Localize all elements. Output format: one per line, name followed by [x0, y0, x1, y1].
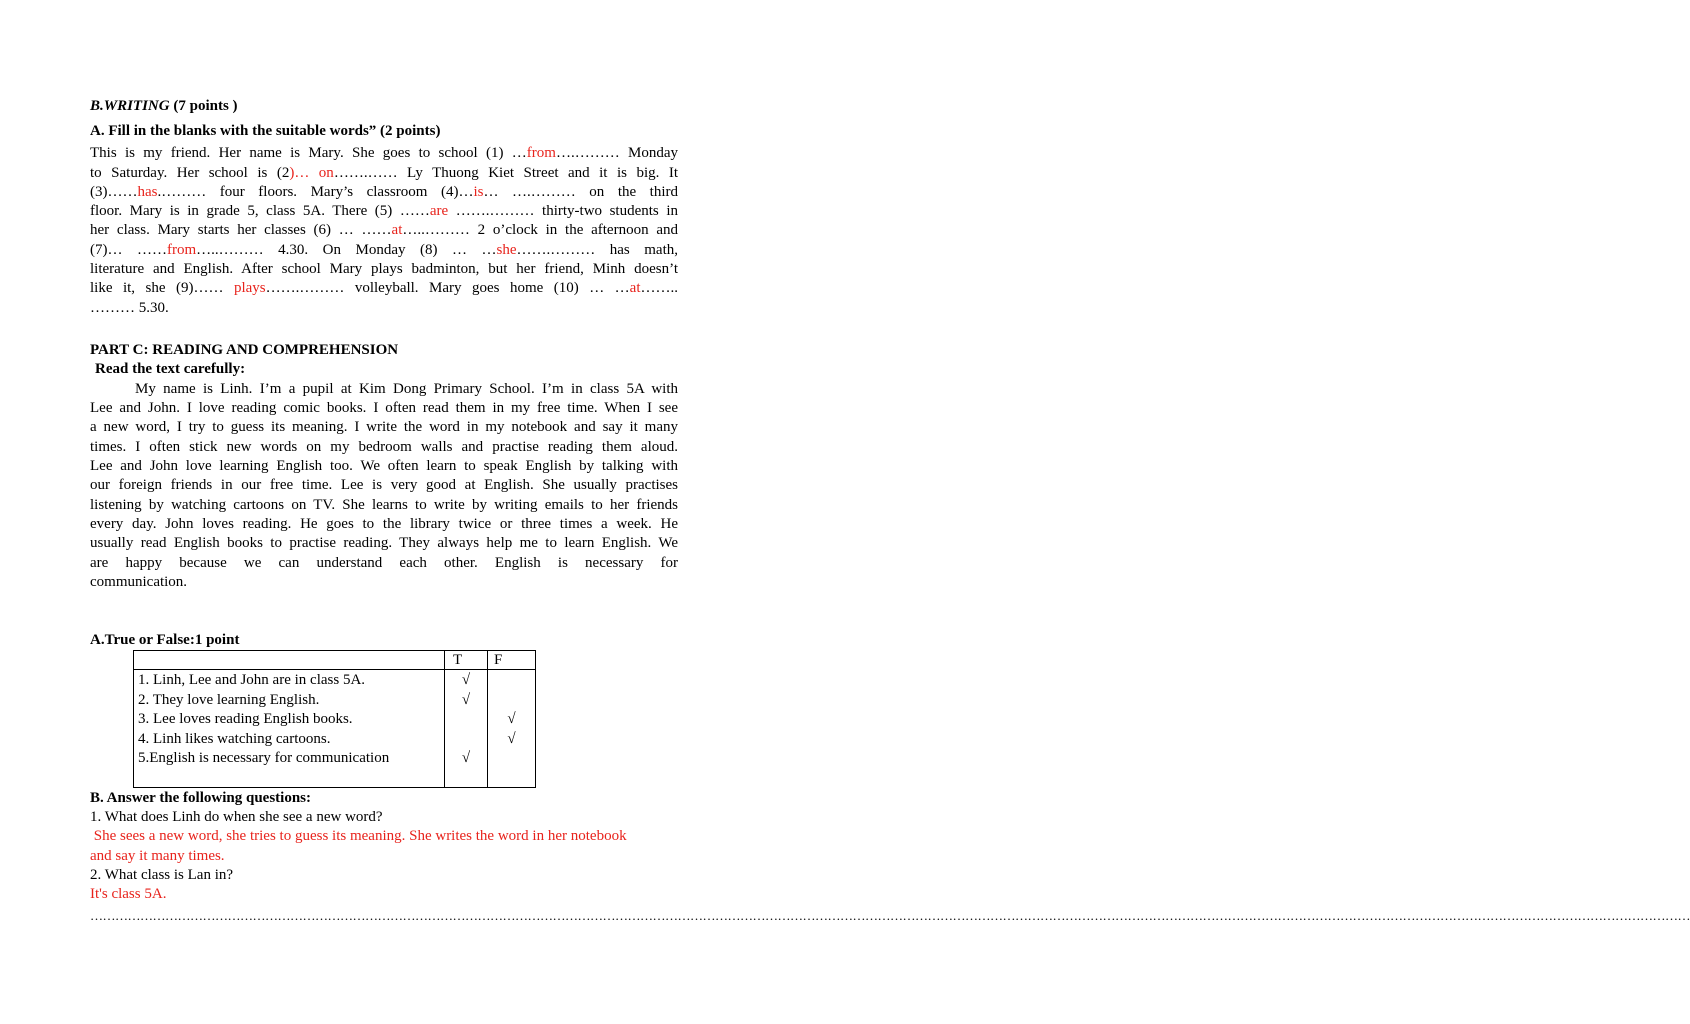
true-marks-cell	[445, 670, 488, 788]
answer-q1-line-2: and say it many times.	[90, 848, 225, 864]
false-mark-3: √	[507, 711, 516, 727]
reading-line-7: listening by watching cartoons on TV. She learns to write by writing emails to her friends	[90, 497, 678, 513]
reading-line-6: our foreign friends in our free time. Lee is very good at English. She usually practises	[90, 477, 678, 493]
answer-q1-line-1: She sees a new word, she tries to guess its meaning. She writes the word in her notebook	[90, 828, 627, 844]
answer-q2: It's class 5A.	[90, 886, 167, 902]
writing-line-9: ……… 5.30.	[90, 300, 169, 316]
reading-line-11: communication.	[90, 574, 188, 590]
writing-line-6: (7)… ……from…..……… 4.30. On Monday (8) … …she…….……… has math,	[90, 242, 678, 258]
reading-line-4: times. I often stick new words on my bedroom walls and practise reading them aloud.	[90, 439, 678, 455]
answer-1: from	[526, 145, 556, 161]
true-mark-4	[449, 730, 483, 750]
answer-9: plays	[233, 280, 266, 296]
statement-2: 2. They love learning English.	[138, 691, 320, 708]
reading-instruction: Read the text carefully:	[95, 361, 246, 377]
table-header-row	[134, 651, 536, 670]
writing-line-4: floor. Mary is in grade 5, class 5A. There (5) ……are …….……… thirty-two students in	[90, 203, 678, 219]
false-mark-4: √	[507, 730, 516, 747]
table-body-row	[134, 670, 536, 788]
reading-line-9: usually read English books to practise reading. They always help me to learn English. We	[90, 535, 678, 551]
false-marks-cell	[488, 670, 536, 788]
answer-10: at	[629, 280, 641, 296]
writing-line-1: This is my friend. Her name is Mary. She goes to school (1) …from….……… Monday	[90, 145, 678, 161]
true-mark-3	[449, 710, 483, 730]
statement-5: 5.English is necessary for communication	[138, 750, 390, 766]
reading-line-3: a new word, I try to guess its meaning. I write the word in my notebook and say it many	[90, 419, 678, 435]
true-false-table	[133, 650, 536, 788]
writing-heading	[90, 97, 238, 116]
writing-heading-label: B.WRITING	[90, 98, 170, 114]
reading-line-2: Lee and John. I love reading comic books. I often read them in my free time. When I see	[90, 400, 678, 416]
questions-title: B. Answer the following questions:	[90, 790, 312, 806]
statements-cell	[134, 670, 445, 788]
statement-4: 4. Linh likes watching cartoons.	[138, 730, 331, 747]
writing-line-3: (3)……has.……… four floors. Mary’s classroom (4)…is… ….……… on the third	[90, 184, 678, 200]
true-false-title: A.True or False:1 point	[90, 632, 240, 648]
question-1: 1. What does Linh do when she see a new word?	[90, 809, 383, 825]
true-mark-5: √	[461, 750, 471, 766]
statement-3: 3. Lee loves reading English books.	[138, 711, 353, 727]
true-mark-1: √	[461, 672, 471, 688]
answer-6: at	[391, 222, 403, 238]
reading-line-1: My name is Linh. I’m a pupil at Kim Dong Primary School. I’m in class 5A with	[135, 381, 678, 397]
reading-line-8: every day. John loves reading. He goes to the library twice or three times a week. He	[90, 516, 678, 532]
false-mark-2	[492, 691, 531, 711]
question-2: 2. What class is Lan in?	[90, 867, 234, 883]
writing-line-8: like it, she (9)…… plays…….……… volleyball. Mary goes home (10) … …at……..	[90, 280, 678, 296]
true-mark-2: √	[461, 691, 471, 708]
answer-5: are	[429, 203, 449, 219]
reading-line-10: are happy because we can understand each other. English is necessary for	[90, 555, 678, 571]
writing-task-title: A. Fill in the blanks with the suitable words” (2 points)	[90, 123, 441, 139]
answer-4: is	[473, 184, 484, 200]
answer-2: )… on	[289, 165, 334, 181]
writing-line-5: her class. Mary starts her classes (6) … ……at…..……… 2 o’clock in the afternoon and	[90, 222, 678, 238]
table-header-blank	[134, 651, 445, 670]
reading-part-title: PART C: READING AND COMPREHENSION	[90, 342, 399, 358]
false-mark-5	[492, 749, 531, 769]
answer-3: has	[137, 184, 158, 200]
reading-line-5: Lee and John love learning English too. We often learn to speak English by talking with	[90, 458, 678, 474]
writing-heading-points: (7 points )	[169, 98, 238, 114]
table-header-t: T	[445, 651, 488, 670]
statement-1: 1. Linh, Lee and John are in class 5A.	[138, 672, 366, 688]
answer-7: from	[167, 242, 197, 258]
answer-8: she	[496, 242, 517, 258]
writing-line-2: to Saturday. Her school is (2)… on…….…… Ly Thuong Kiet Street and it is big. It	[90, 165, 679, 181]
table-header-f: F	[488, 651, 536, 670]
dotted-answer-line: ……………………………………………………………………………………………………………………………………………………………………………………………………………………………………………………………………………………………………………………………………………………	[90, 908, 1690, 923]
false-mark-1	[492, 671, 531, 691]
writing-line-7: literature and English. After school Mary plays badminton, but her friend, Minh doesn’t	[90, 261, 678, 277]
